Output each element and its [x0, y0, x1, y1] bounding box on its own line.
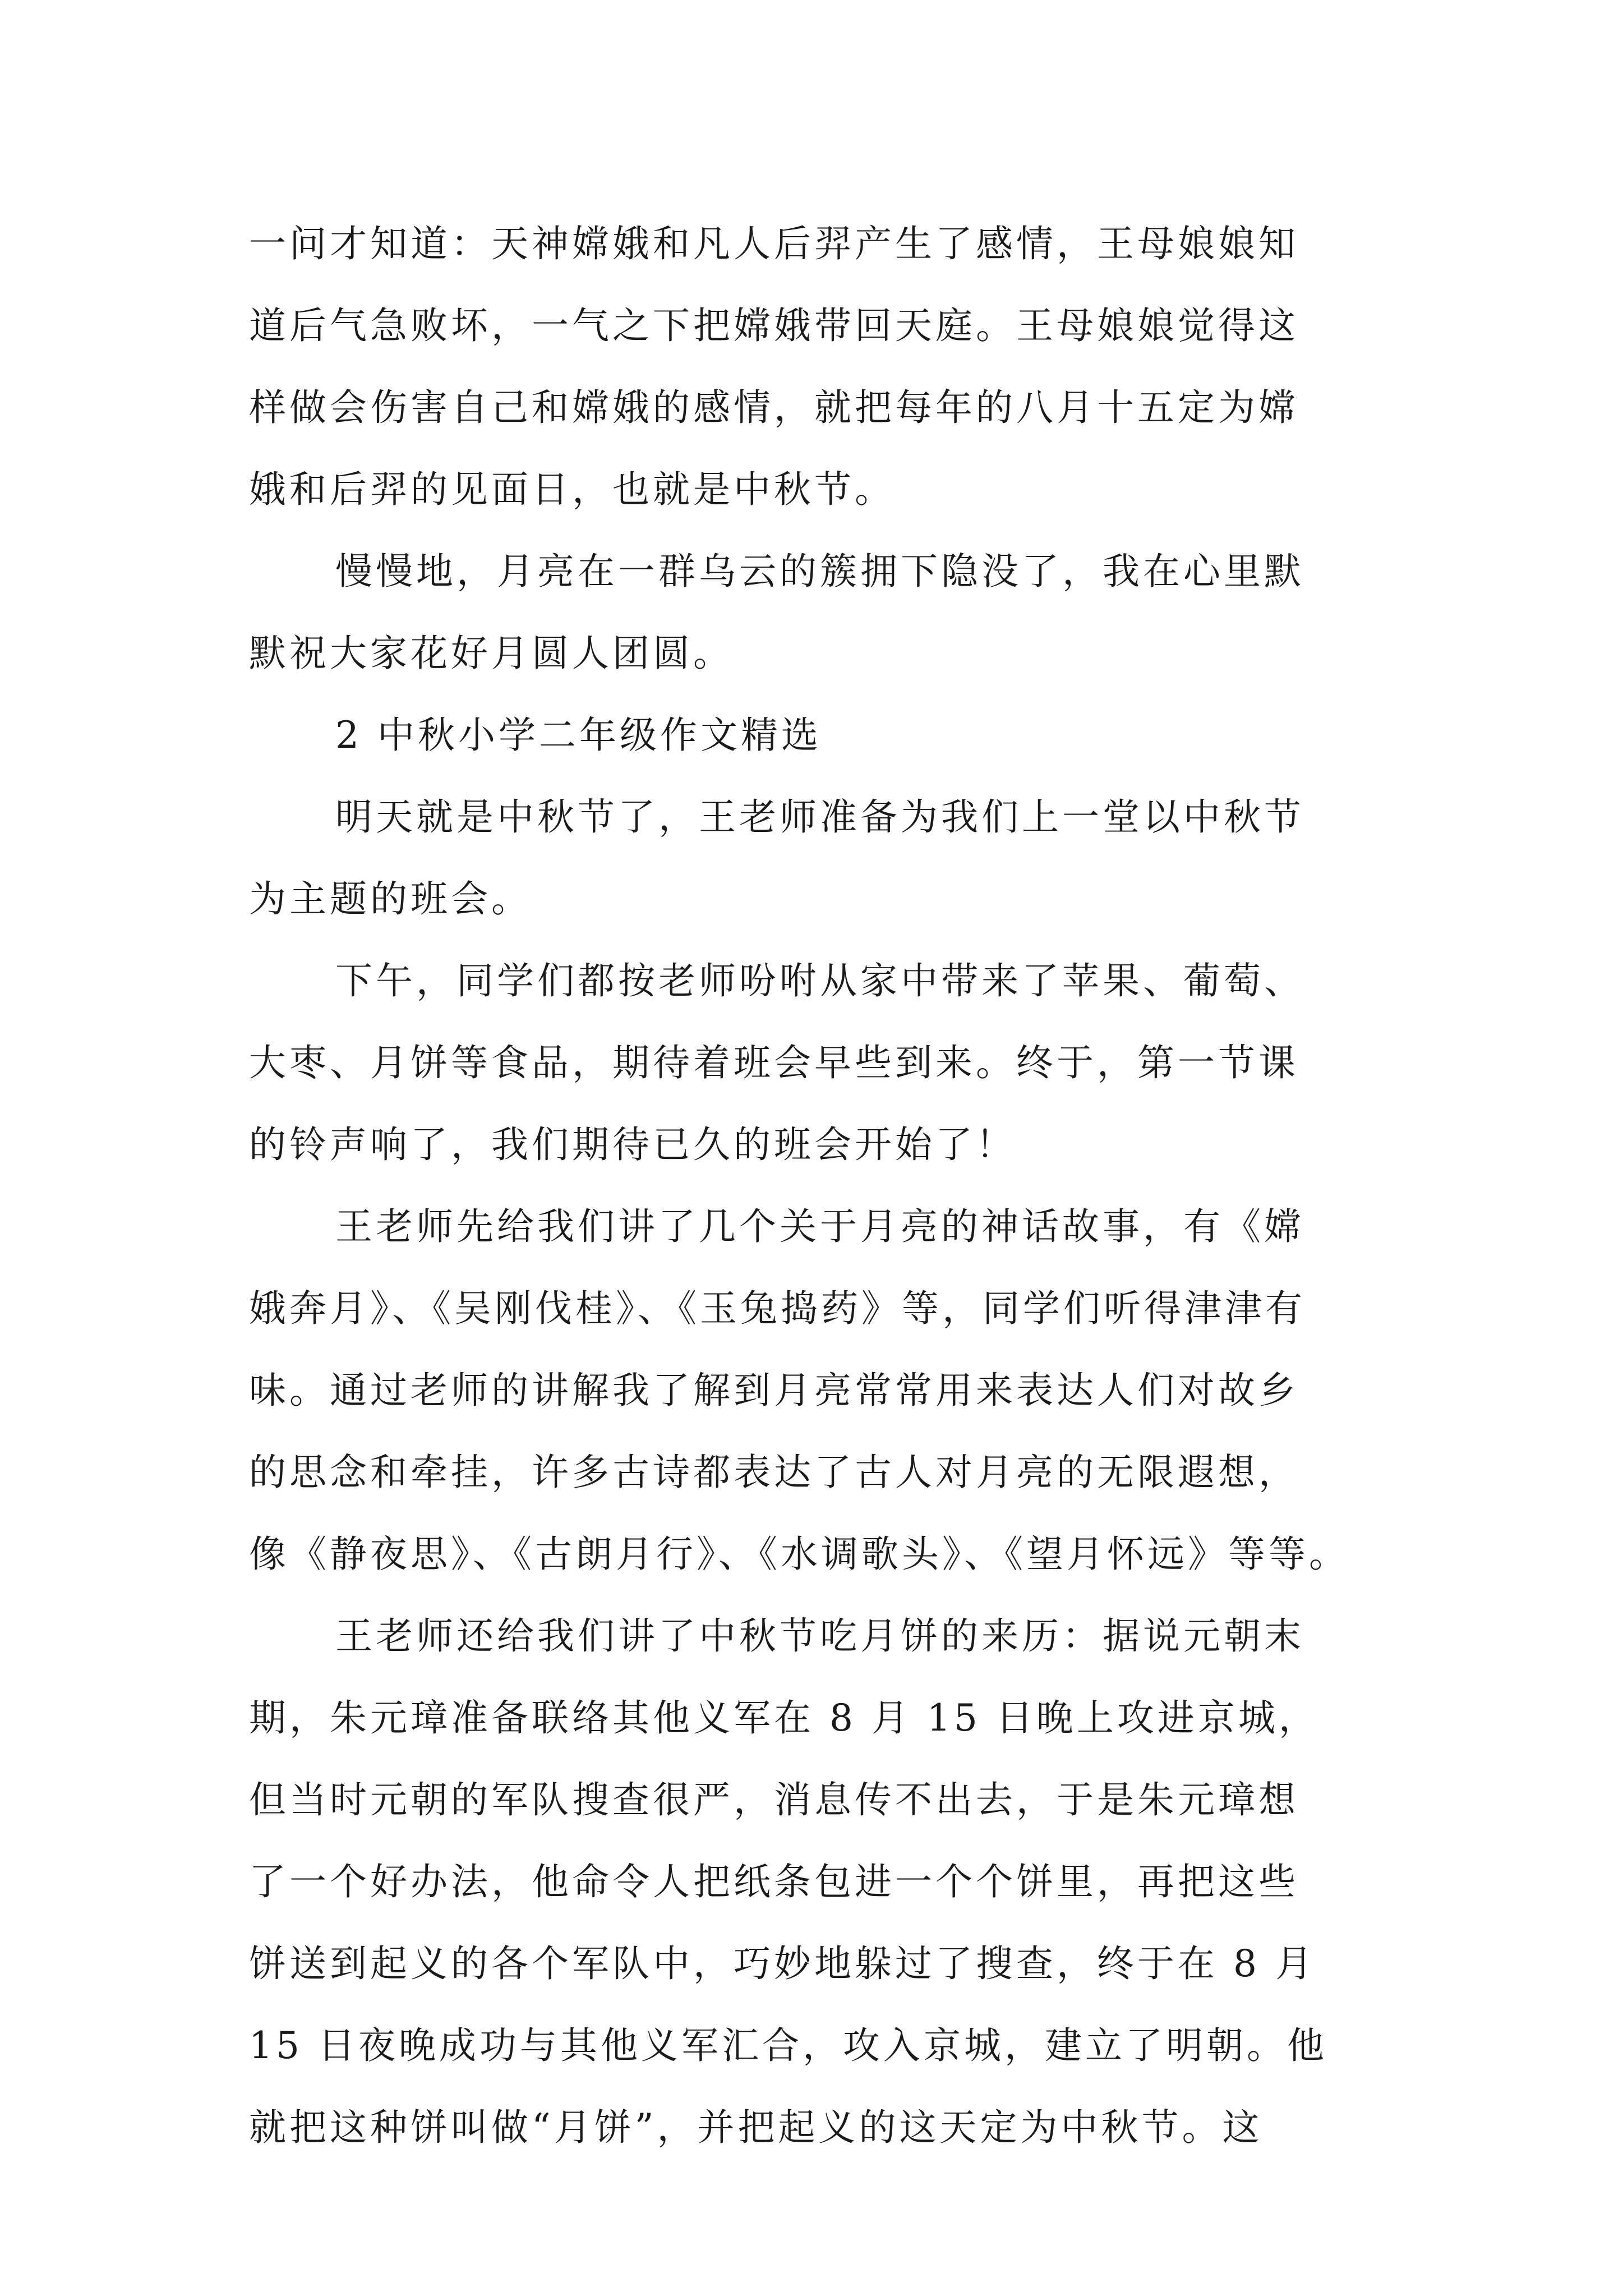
text-line: 样做会伤害自己和嫦娥的感情，就把每年的八月十五定为嫦 [249, 386, 1299, 429]
text-line: 的铃声响了，我们期待已久的班会开始了！ [249, 1123, 1016, 1166]
paragraph-first-line: 慢慢地，月亮在一群乌云的簇拥下隐没了，我在心里默 [335, 550, 1304, 593]
text-line: 娥奔月》、《吴刚伐桂》、《玉兔捣药》等，同学们听得津津有 [249, 1287, 1306, 1330]
text-line: 味。通过老师的讲解我了解到月亮常常用来表达人们对故乡 [249, 1369, 1299, 1412]
text-line: 但当时元朝的军队搜查很严，消息传不出去，于是朱元璋想 [249, 1778, 1299, 1821]
text-line: 娥和后羿的见面日，也就是中秋节。 [249, 468, 895, 511]
text-line: 的思念和牵挂，许多古诗都表达了古人对月亮的无限遐想， [249, 1451, 1299, 1494]
text-line: 饼送到起义的各个军队中，巧妙地躲过了搜查，终于在 8 月 [249, 1942, 1316, 1985]
paragraph-first-line: 下午，同学们都按老师吩咐从家中带来了苹果、葡萄、 [335, 959, 1304, 1002]
text-line: 为主题的班会。 [249, 877, 532, 921]
paragraph-first-line: 王老师先给我们讲了几个关于月亮的神话故事，有《嫦 [335, 1205, 1304, 1248]
text-line: 一问才知道：天神嫦娥和凡人后羿产生了感情，王母娘娘知 [249, 222, 1299, 265]
text-line: 大枣、月饼等食品，期待着班会早些到来。终于，第一节课 [249, 1041, 1299, 1084]
text-line: 就把这种饼叫做“月饼”，并把起义的这天定为中秋节。这 [249, 2106, 1263, 2149]
paragraph-first-line: 王老师还给我们讲了中秋节吃月饼的来历：据说元朝末 [335, 1614, 1304, 1658]
text-line: 期，朱元璋准备联络其他义军在 8 月 15 日晚上攻进京城， [249, 1696, 1319, 1740]
section-heading: 2 中秋小学二年级作文精选 [335, 714, 822, 757]
text-line: 道后气急败坏，一气之下把嫦娥带回天庭。王母娘娘觉得这 [249, 304, 1299, 347]
text-line: 默祝大家花好月圆人团圆。 [249, 632, 734, 675]
text-line: 15 日夜晚成功与其他义军汇合，攻入京城，建立了明朝。他 [249, 2024, 1327, 2067]
text-line: 了一个好办法，他命令人把纸条包进一个个饼里，再把这些 [249, 1860, 1299, 1903]
paragraph-first-line: 明天就是中秋节了，王老师准备为我们上一堂以中秋节 [335, 795, 1304, 839]
text-line: 像《静夜思》、《古朗月行》、《水调歌头》、《望月怀远》等等。 [249, 1533, 1349, 1576]
